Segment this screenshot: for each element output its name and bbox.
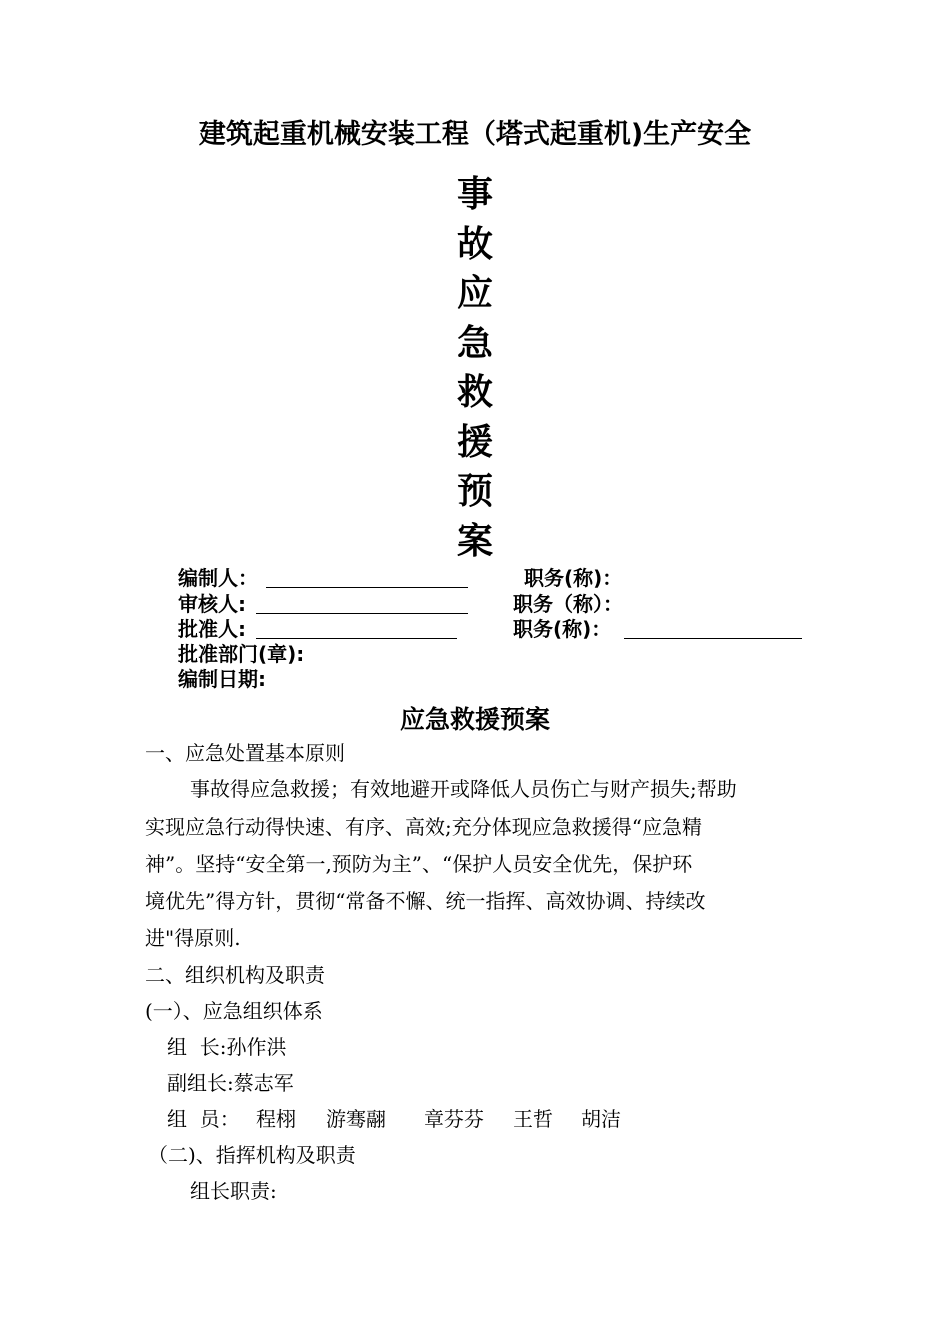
heading-2-2: （二)、指挥机构及职责: [148, 1143, 356, 1167]
vertical-title-char: 急: [456, 322, 493, 364]
vertical-title-char: 故: [456, 223, 493, 265]
position2-label: 职务（称）：: [513, 592, 623, 616]
document-title: 建筑起重机械安装工程（塔式起重机)生产安全: [198, 119, 752, 150]
heading-1: 一、应急处置基本原则: [145, 741, 345, 765]
dept-label: 批准部门(章):: [178, 642, 305, 666]
section-title: 应急救援预案: [399, 705, 550, 734]
approver-label: 批准人:: [178, 617, 246, 641]
paragraph-line: 神”。坚持“安全第一,预防为主”、“保护人员安全优先，保护环: [145, 852, 693, 876]
deputy-line: 副组长:蔡志军: [167, 1071, 294, 1095]
member-name: 游骞翮: [326, 1107, 386, 1131]
paragraph-line: 进"得原则.: [145, 926, 241, 950]
leader-line: 组 长:孙作洪: [167, 1035, 287, 1059]
heading-2: 二、组织机构及职责: [145, 963, 325, 987]
paragraph-line: 事故得应急救援；有效地避开或降低人员伤亡与财产损失;帮助: [190, 777, 737, 801]
vertical-title-char: 援: [456, 421, 493, 463]
member-name: 章芬芬: [424, 1107, 484, 1131]
leader-duty-label: 组长职责:: [190, 1179, 277, 1203]
reviewer-underline: [256, 613, 468, 614]
position3-label: 职务(称)：: [513, 617, 612, 641]
compiler-underline: [266, 587, 468, 588]
vertical-title: [440, 170, 510, 566]
position3-underline: [624, 638, 802, 639]
vertical-title-char: 预: [456, 471, 493, 512]
member-name: 胡洁: [581, 1107, 621, 1131]
vertical-title-char: 救: [456, 372, 493, 413]
members-label: 组 员：: [167, 1107, 240, 1131]
compiler-label: 编制人：: [178, 566, 258, 590]
paragraph-line: 境优先”得方针，贯彻“常备不懈、统一指挥、高效协调、持续改: [145, 889, 706, 913]
approver-underline: [256, 638, 457, 639]
vertical-title-char: 案: [456, 520, 493, 562]
vertical-title-char: 事: [456, 174, 493, 215]
member-name: 程栩: [256, 1107, 296, 1131]
position1-label: 职务(称)：: [524, 566, 623, 590]
heading-2-1: (一）、应急组织体系: [145, 999, 323, 1023]
paragraph-line: 实现应急行动得快速、有序、高效;充分体现应急救援得“应急精: [145, 815, 702, 839]
date-label: 编制日期:: [178, 667, 266, 691]
vertical-title-char: 应: [456, 273, 493, 314]
member-name: 王哲: [513, 1107, 553, 1131]
reviewer-label: 审核人:: [178, 592, 246, 616]
